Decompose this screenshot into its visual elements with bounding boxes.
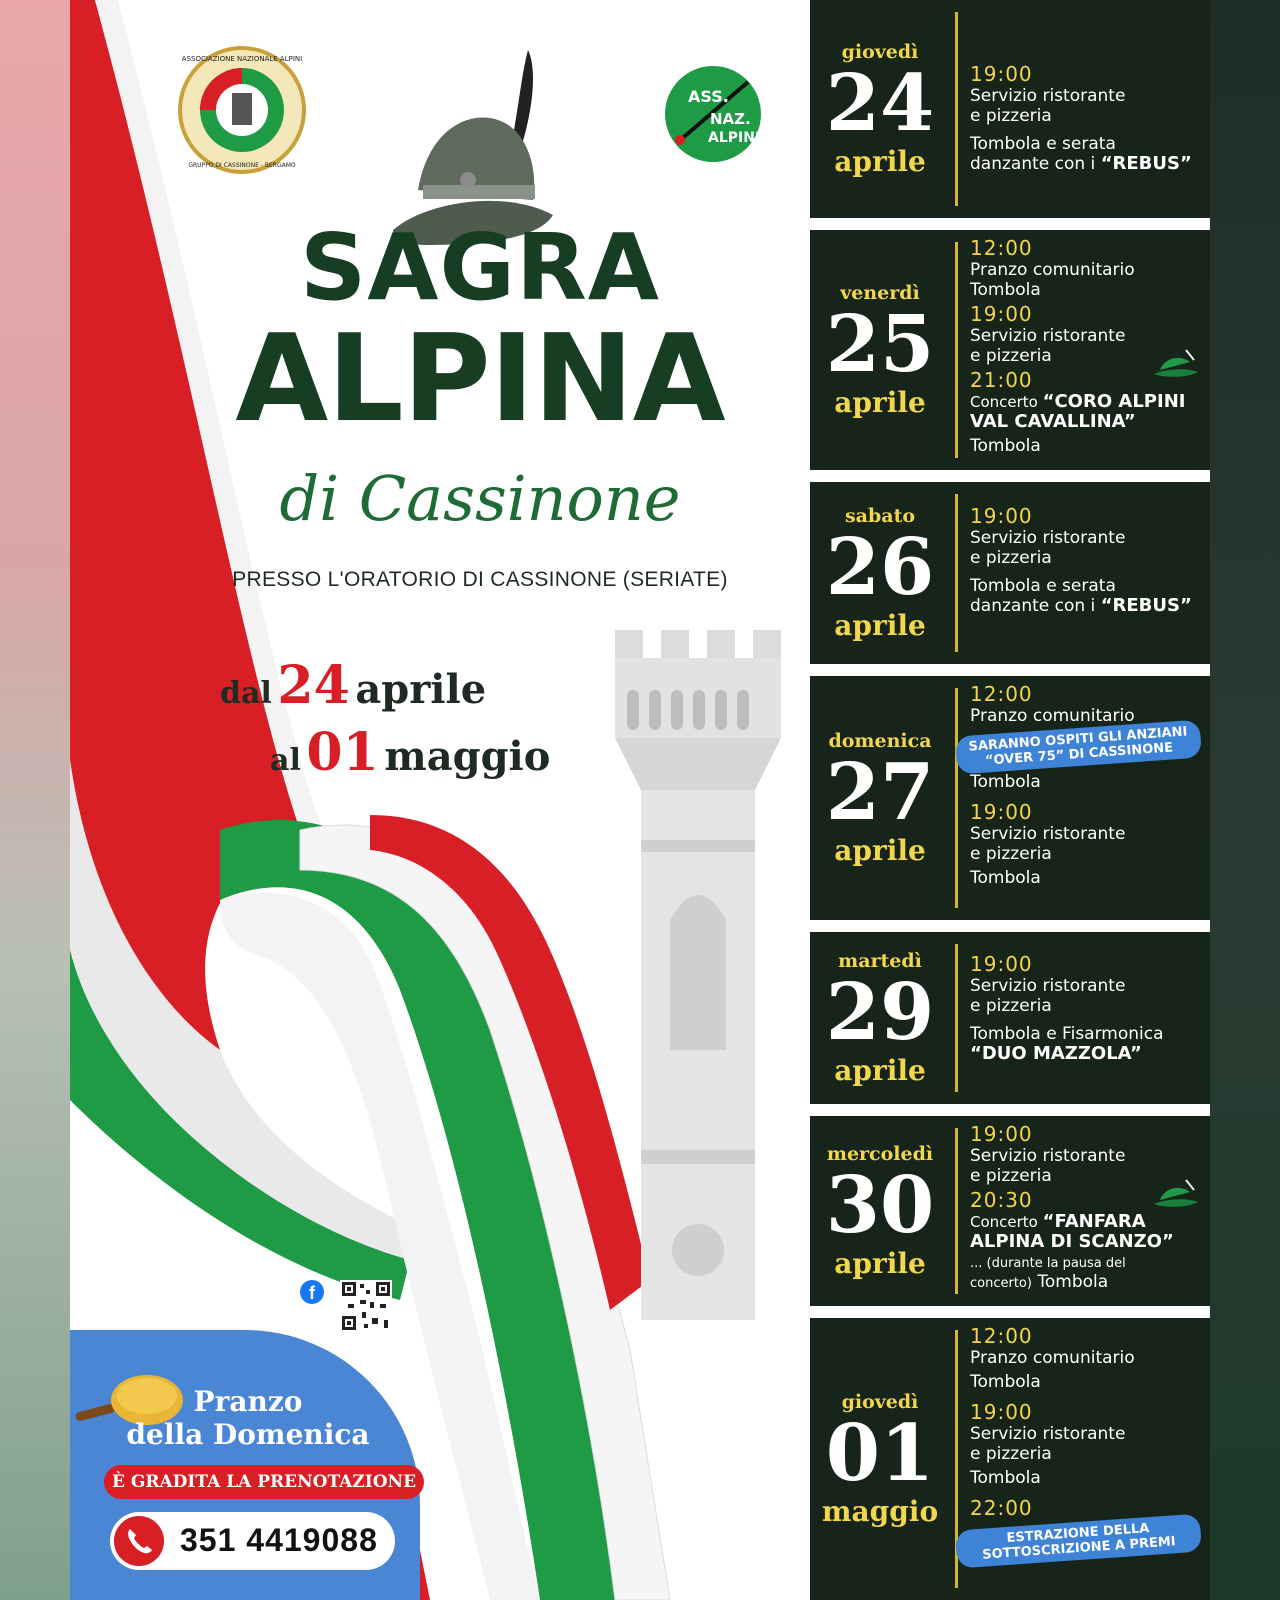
from-num: 24 (277, 655, 350, 716)
day-27-aprile (810, 676, 1210, 920)
booking-title (108, 1385, 388, 1451)
qr-code-icon[interactable] (340, 1280, 392, 1332)
logo-text-bottom: GRUPPO DI CASSINONE - BERGAMO (188, 162, 296, 169)
events (970, 952, 1202, 1072)
event-time: 19:00 (970, 504, 1033, 528)
event-time: 12:00 (970, 1324, 1033, 1348)
month: aprile (834, 608, 926, 642)
guest-badge: SARANNO OSPITI GLI ANZIANI “OVER 75” DI CASSINONE (955, 720, 1202, 775)
event-time: 19:00 (970, 302, 1033, 326)
to-month: maggio (384, 733, 551, 780)
day-number: 24 (825, 57, 935, 149)
booking-title-line1: Pranzo (193, 1385, 303, 1418)
event-tail: Concerto (970, 393, 1043, 411)
event-highlight: “CORO ALPINI (1042, 391, 1186, 412)
event-line: Tombola (970, 772, 1041, 792)
event-highlight: “DUO MAZZOLA” (970, 1043, 1142, 1064)
date-range-to (220, 722, 660, 783)
badge-line1: ASS. (688, 87, 729, 106)
alpine-hat-icon (1152, 1178, 1200, 1210)
event-tail: Concerto (970, 1213, 1043, 1231)
event-line: Tombola e serata (970, 576, 1116, 596)
location: PRESSO L'ORATORIO DI CASSINONE (SERIATE) (232, 568, 728, 591)
event-line: Servizio ristorante (970, 824, 1126, 844)
event-time: 19:00 (970, 1400, 1033, 1424)
event-line: e pizzeria (970, 844, 1052, 864)
title-line-2: ALPINA (235, 310, 725, 449)
date-range-from (220, 655, 660, 716)
prize-draw-badge: ESTRAZIONE DELLA SOTTOSCRIZIONE A PREMI (955, 1514, 1202, 1569)
event-time: 12:00 (970, 236, 1033, 260)
weekday: giovedì (841, 40, 919, 63)
day-number: 27 (825, 746, 935, 838)
event-line: Pranzo comunitario (970, 706, 1135, 726)
weekday: giovedì (841, 1390, 919, 1413)
event-line: Servizio ristorante (970, 528, 1126, 548)
event-tail: danzante con i (970, 154, 1101, 174)
event-line: Tombola e Fisarmonica (970, 1024, 1164, 1044)
ana-badge-logo (648, 62, 778, 162)
month: aprile (834, 833, 926, 867)
month: aprile (834, 1053, 926, 1087)
subtitle: di Cassinone (279, 462, 681, 535)
weekday: martedì (838, 949, 922, 972)
day-25-aprile (810, 230, 1210, 470)
badge-line2: NAZ. (710, 110, 751, 128)
event-line: Servizio ristorante (970, 1424, 1126, 1444)
weekday: venerdì (840, 281, 920, 304)
events (970, 682, 1202, 896)
day-number: 01 (825, 1407, 935, 1499)
phone-icon (114, 1516, 164, 1566)
month: maggio (821, 1494, 939, 1528)
event-tail: danzante con i (970, 596, 1101, 616)
event-highlight: “REBUS” (1100, 153, 1192, 174)
event-line: Tombola e serata (970, 134, 1116, 154)
event-line: e pizzeria (970, 996, 1052, 1016)
event-highlight: ALPINA DI SCANZO” (970, 1231, 1174, 1252)
event-line: Servizio ristorante (970, 1146, 1126, 1166)
event-time: 20:30 (970, 1188, 1033, 1212)
event-line: Tombola (970, 1372, 1041, 1392)
event-highlight: “FANFARA (1042, 1211, 1146, 1232)
event-line: e pizzeria (970, 1444, 1052, 1464)
phone-contact[interactable] (110, 1512, 395, 1570)
event-time: 19:00 (970, 62, 1033, 86)
event-line: Servizio ristorante (970, 86, 1126, 106)
title-line-1: SAGRA (299, 214, 661, 321)
weekday: sabato (844, 504, 916, 527)
ana-group-logo (177, 45, 307, 175)
event-time: 22:00 (970, 1496, 1033, 1520)
right-backdrop (1210, 0, 1280, 1600)
event-line: Tombola (970, 868, 1041, 888)
to-num: 01 (306, 722, 379, 783)
event-time: 19:00 (970, 1122, 1033, 1146)
phone-number: 351 4419088 (180, 1522, 378, 1558)
month: aprile (834, 1246, 926, 1280)
alpine-hat-icon (1152, 348, 1200, 380)
from-prefix: dal (220, 676, 272, 711)
event-line: Servizio ristorante (970, 326, 1126, 346)
event-line: Tombola (1031, 1272, 1109, 1292)
day-24-aprile (810, 0, 1210, 218)
events (970, 1324, 1202, 1568)
month: aprile (834, 385, 926, 419)
event-line: Pranzo comunitario (970, 1348, 1135, 1368)
day-26-aprile (810, 482, 1210, 664)
booking-title-line2: della Domenica (126, 1418, 370, 1451)
event-time: 12:00 (970, 682, 1033, 706)
logo-text-top: ASSOCIAZIONE NAZIONALE ALPINI (181, 55, 303, 63)
event-line: e pizzeria (970, 346, 1052, 366)
event-line: e pizzeria (970, 106, 1052, 126)
to-prefix: al (270, 743, 301, 778)
event-highlight: “REBUS” (1100, 595, 1192, 616)
day-number: 25 (825, 298, 935, 390)
schedule-column (810, 0, 1210, 1600)
event-time: 19:00 (970, 952, 1033, 976)
day-30-aprile (810, 1116, 1210, 1306)
event-note: concerto) (970, 1276, 1032, 1291)
event-time: 21:00 (970, 368, 1033, 392)
event-poster (70, 0, 1210, 1600)
badge-line3: ALPINI (708, 130, 761, 146)
booking-badge: È GRADITA LA PRENOTAZIONE (104, 1465, 424, 1499)
events (970, 1122, 1202, 1300)
weekday: domenica (828, 729, 932, 752)
day-number: 26 (825, 521, 935, 613)
event-highlight: VAL CAVALLINA” (970, 411, 1136, 432)
from-month: aprile (355, 666, 487, 713)
event-line: Servizio ristorante (970, 976, 1126, 996)
day-number: 30 (825, 1159, 935, 1251)
month: aprile (834, 144, 926, 178)
event-line: e pizzeria (970, 548, 1052, 568)
day-number: 29 (825, 966, 935, 1058)
event-line: Tombola (970, 1468, 1041, 1488)
event-line: e pizzeria (970, 1166, 1052, 1186)
event-line: Pranzo comunitario (970, 260, 1135, 280)
events (970, 504, 1202, 624)
day-29-aprile (810, 932, 1210, 1104)
events (970, 62, 1202, 182)
event-line: Tombola (970, 280, 1041, 300)
event-note: ... (durante la pausa del (970, 1256, 1126, 1271)
event-time: 19:00 (970, 800, 1033, 824)
weekday: mercoledì (826, 1142, 934, 1165)
facebook-icon[interactable]: f (300, 1280, 324, 1304)
event-line: Tombola (970, 436, 1041, 456)
day-01-maggio (810, 1318, 1210, 1600)
